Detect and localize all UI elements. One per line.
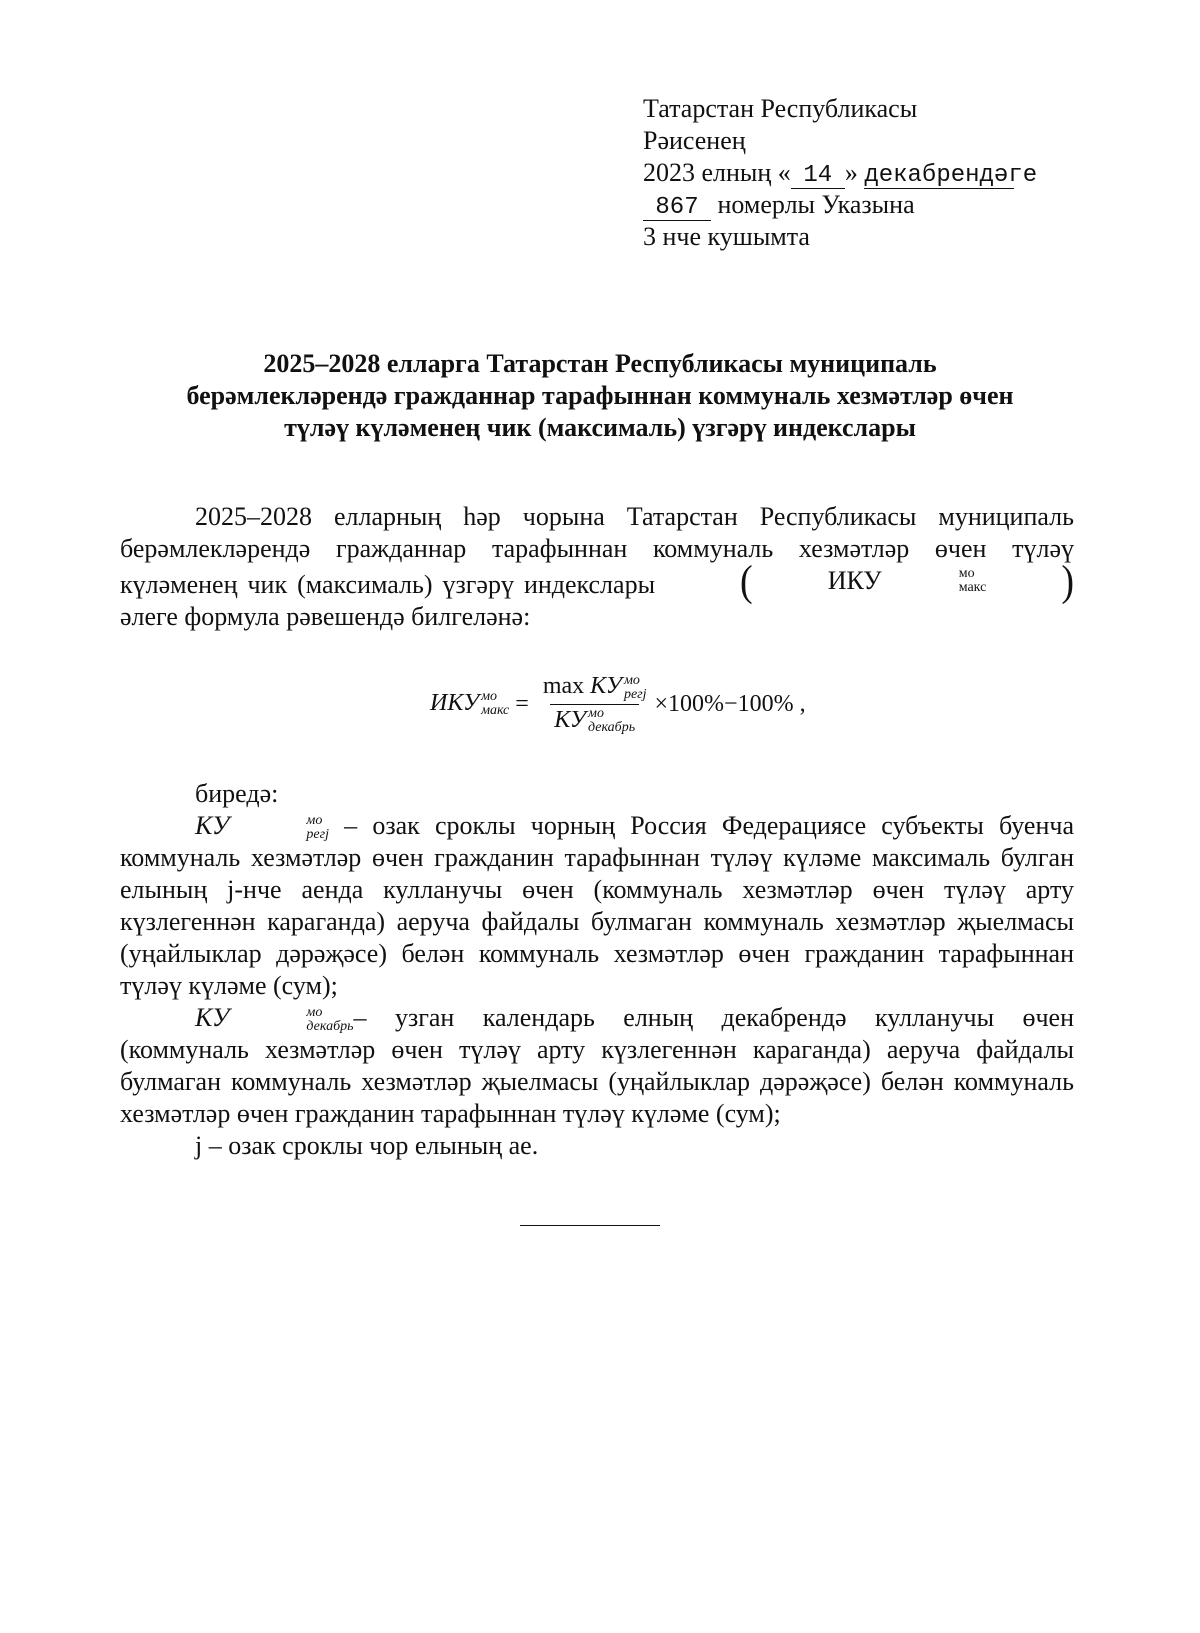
definitions xyxy=(120,778,1074,1162)
formula-equals: = xyxy=(515,690,529,717)
formula-lhs: ИКУ мо макс xyxy=(430,689,510,719)
definition-1-term: КУ мо регj xyxy=(195,811,329,843)
index-formula xyxy=(430,668,930,740)
header-appendix: 3 нче кушымта xyxy=(643,222,810,251)
where-label: биредә: xyxy=(195,779,279,808)
header-close-quote: » xyxy=(844,158,858,187)
document-title xyxy=(120,348,1080,444)
header-decree-number: 867 xyxy=(643,196,711,221)
header-decree-line xyxy=(643,189,1014,221)
formula-denominator: КУ мо декабрь xyxy=(550,704,639,735)
header-month: декабрендәге xyxy=(864,162,1038,189)
header-day: 14 xyxy=(791,164,845,189)
end-divider xyxy=(520,1225,660,1226)
definition-1-text: – озак сроклы чорның Россия Федерациясе субъекты буенча коммуналь хезмәтләр өчен гражданин тарафыннан түләү күләме максималь булган елының j-нче аенда кулланучы өчен (коммуналь хезмәтләр өчен түләү арту күзлегеннән караганда) аеруча файдалы булмаган коммуналь хезмәтләр җыелмасы (уңайлыклар дәрәҗәсе) белән коммуналь хезмәтләр өчен гражданин тарафыннан түләү күләме (сум); xyxy=(120,811,1074,1001)
header-line-2: Рәисенең xyxy=(643,126,746,155)
intro-paragraph xyxy=(120,501,1074,633)
title-line-1: 2025–2028 елларга Татарстан Республикасы муниципаль xyxy=(263,349,937,378)
title-line-3: түләү күләменең чик (максималь) үзгәрү индекслары xyxy=(284,413,916,442)
definition-3: j – озак сроклы чор елының ае. xyxy=(195,1131,539,1161)
definition-1 xyxy=(120,810,1074,1002)
intro-text-after: әлеге формула рәвешендә билгеләнә: xyxy=(120,602,531,631)
header-date-line xyxy=(643,157,1038,189)
header-year-text: 2023 елның « xyxy=(643,158,791,187)
definition-2-text: – узган календарь елның декабрендә кулланучы өчен (коммуналь хезмәтләр өчен түләү арту күзлегеннән караганда) аеруча файдалы булмаган коммуналь хезмәтләр җыелмасы (уңайлыклар дәрәҗәсе) белән коммуналь хезмәтләр өчен гражданин тарафыннан түләү күләме (сум); xyxy=(120,1003,1074,1129)
header-line-1: Татарстан Республикасы xyxy=(643,94,918,123)
title-line-2: берәмлекләрендә гражданнар тарафыннан коммуналь хезмәтләр өчен xyxy=(186,381,1014,410)
formula-fraction xyxy=(539,673,651,735)
intro-symbol: ( ИКУ мо макс ) xyxy=(740,556,1075,606)
formula-numerator: max КУ мо регj xyxy=(542,672,647,702)
header-decree-text: номерлы Указына xyxy=(717,190,915,219)
formula-tail: ×100%−100% , xyxy=(654,690,806,717)
appendix-header xyxy=(643,93,1038,253)
definition-2 xyxy=(120,1002,1074,1130)
definition-2-term: КУ мо декабрь xyxy=(195,1003,354,1035)
intro-text-before: 2025–2028 елларның һәр чорына Татарстан Республикасы муниципаль берәмлекләрендә гражданнар тарафыннан коммуналь хезмәтләр өчен түләү күләменең чик (максималь) үзгәрү индекслары xyxy=(120,502,1074,599)
